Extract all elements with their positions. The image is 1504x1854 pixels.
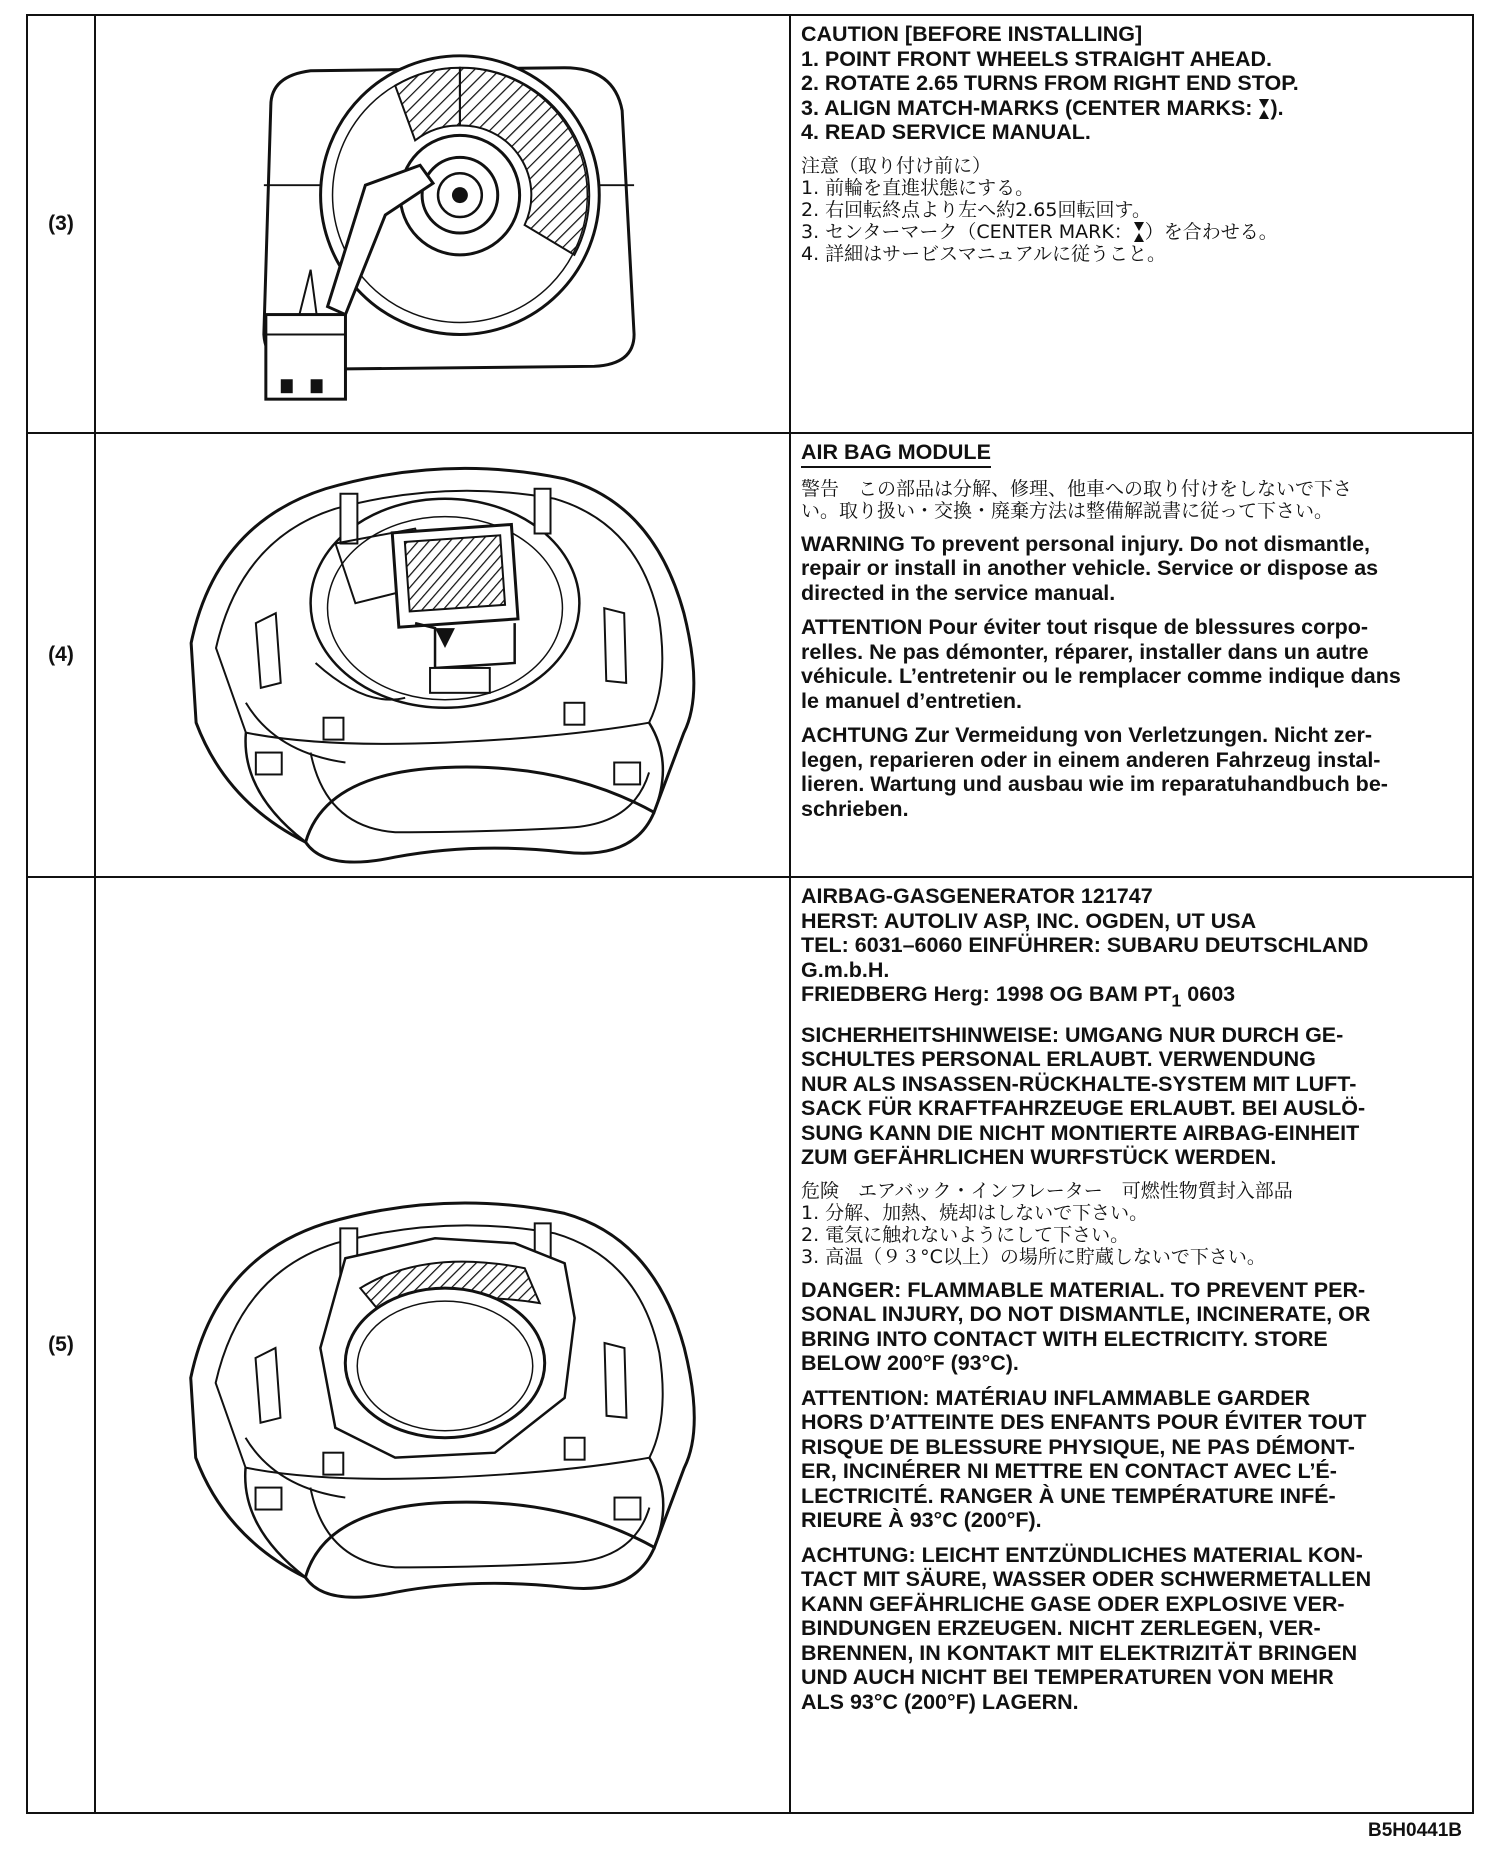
module-title-block <box>801 440 1462 468</box>
de-danger-line: ALS 93°C (200°F) LAGERN. <box>801 1689 1079 1714</box>
de-warning-line: legen, reparieren oder in einem anderen Fahrzeug instal- <box>801 747 1381 772</box>
clock-spring-drawing <box>96 16 789 432</box>
jp-warning-line: 警告 この部品は分解、修理、他車への取り付けをしないで下さ <box>801 477 1353 500</box>
en-warning-line: repair or install in another vehicle. Service or dispose as <box>801 556 1379 580</box>
caution-jp-item: 2. 右回転終点より左へ約2.65回転回す。 <box>801 198 1151 221</box>
safety-line: ZUM GEFÄHRLICHEN WURFSTÜCK WERDEN. <box>801 1145 1277 1170</box>
caution-jp-item-text: 3. センターマーク（CENTER MARK： <box>801 220 1133 243</box>
jp-danger-line: 2. 電気に触れないようにして下さい。 <box>801 1223 1130 1246</box>
inflator-header-line: TEL: 6031–6060 EINFÜHRER: SUBARU DEUTSCHLAND <box>801 933 1369 957</box>
de-danger-line: TACT MIT SÄURE, WASSER ODER SCHWERMETALLEN <box>801 1567 1372 1592</box>
caution-jp-title: 注意（取り付け前に） <box>801 154 992 177</box>
jp-danger <box>801 1180 1462 1268</box>
inflator-drawing <box>96 878 789 1812</box>
de-danger-line: BRENNEN, IN KONTAKT MIT ELEKTRIZITÄT BRINGEN <box>801 1640 1358 1665</box>
en-danger <box>801 1278 1462 1376</box>
caution-item-text: 3. ALIGN MATCH-MARKS (CENTER MARKS: <box>801 95 1259 120</box>
row-label: (4) <box>28 434 96 876</box>
inflator-header-line <box>801 982 1462 1013</box>
fr-danger-line: ER, INCINÉRER NI METTRE EN CONTACT AVEC L’É- <box>801 1459 1337 1484</box>
safety-line: SUNG KANN DIE NICHT MONTIERTE AIRBAG-EINHEIT <box>801 1120 1360 1145</box>
caution-item: 4. READ SERVICE MANUAL. <box>801 120 1091 144</box>
center-mark-icon <box>1133 221 1145 243</box>
row-4-text <box>791 434 1472 876</box>
row-5 <box>28 878 1472 1812</box>
figure-code: B5H0441B <box>1368 1820 1462 1841</box>
de-warning <box>801 723 1462 821</box>
fr-warning-line: véhicule. L’entretenir ou le remplacer comme indique dans <box>801 664 1401 688</box>
jp-warning <box>801 478 1462 522</box>
fr-warning-line: relles. Ne pas démonter, réparer, installer dans un autre <box>801 639 1369 664</box>
safety-line: SCHULTES PERSONAL ERLAUBT. VERWENDUNG <box>801 1047 1316 1072</box>
en-danger-line: DANGER: FLAMMABLE MATERIAL. TO PREVENT PER- <box>801 1277 1366 1302</box>
fr-warning-line: ATTENTION Pour éviter tout risque de blessures corpo- <box>801 615 1369 639</box>
row-3 <box>28 16 1472 434</box>
row-4 <box>28 434 1472 878</box>
airbag-module-drawing <box>96 434 789 876</box>
jp-warning-line: い。取り扱い・交換・廃棄方法は整備解説書に従って下さい。 <box>801 499 1334 522</box>
caution-jp-block <box>801 155 1462 266</box>
jp-danger-line: 1. 分解、加熱、焼却はしないで下さい。 <box>801 1201 1149 1224</box>
inflator-header-line: HERST: AUTOLIV ASP, INC. OGDEN, UT USA <box>801 908 1257 933</box>
inflator-header-line: G.m.b.H. <box>801 957 890 982</box>
row-3-text <box>791 16 1472 432</box>
fr-warning-line: le manuel d’entretien. <box>801 688 1023 713</box>
caution-jp-item <box>801 221 1462 244</box>
caution-item-end: ). <box>1270 95 1284 120</box>
en-warning-line: WARNING To prevent personal injury. Do not dismantle, <box>801 531 1371 556</box>
inflator-header-line: AIRBAG-GASGENERATOR 121747 <box>801 884 1153 908</box>
fr-danger <box>801 1386 1462 1533</box>
de-danger <box>801 1543 1462 1715</box>
caution-item: 2. ROTATE 2.65 TURNS FROM RIGHT END STOP. <box>801 71 1299 95</box>
jp-danger-line: 3. 高温（９３°C以上）の場所に貯蔵しないで下さい。 <box>801 1245 1266 1268</box>
en-warning <box>801 532 1462 606</box>
caution-item <box>801 96 1462 121</box>
inflator-header-sub: 1 <box>1171 990 1182 1011</box>
en-danger-line: SONAL INJURY, DO NOT DISMANTLE, INCINERATE, OR <box>801 1302 1371 1327</box>
caution-jp-item: 1. 前輪を直進状態にする。 <box>801 176 1035 199</box>
inflator-header-text: FRIEDBERG Herg: 1998 OG BAM PT <box>801 982 1172 1006</box>
de-danger-line: BINDUNGEN ERZEUGEN. NICHT ZERLEGEN, VER- <box>801 1616 1321 1641</box>
caution-jp-item-end: ）を合わせる。 <box>1144 220 1278 243</box>
caution-block <box>801 22 1462 145</box>
inflator-header-end: 0603 <box>1181 982 1236 1006</box>
row-5-text <box>791 878 1472 1812</box>
de-danger-line: KANN GEFÄHRLICHE GASE ODER EXPLOSIVE VER- <box>801 1591 1345 1616</box>
safety-line: NUR ALS INSASSEN-RÜCKHALTE-SYSTEM MIT LUFT- <box>801 1071 1357 1096</box>
safety-line: SICHERHEITSHINWEISE: UMGANG NUR DURCH GE- <box>801 1022 1344 1047</box>
row-label: (5) <box>28 878 96 1812</box>
module-title: AIR BAG MODULE <box>801 440 991 468</box>
fr-warning <box>801 615 1462 713</box>
caution-jp-item: 4. 詳細はサービスマニュアルに従うこと。 <box>801 243 1167 265</box>
en-danger-line: BRING INTO CONTACT WITH ELECTRICITY. STORE <box>801 1326 1328 1351</box>
fr-danger-line: LECTRICITÉ. RANGER À UNE TEMPÉRATURE INFÉ- <box>801 1483 1336 1508</box>
row-label: (3) <box>28 16 96 432</box>
label-table <box>26 14 1474 1814</box>
de-warning-line: lieren. Wartung und ausbau wie im reparatuhandbuch be- <box>801 772 1388 796</box>
inflator-header <box>801 884 1462 1013</box>
en-danger-line: BELOW 200°F (93°C). <box>801 1351 1019 1376</box>
clock-spring-illustration <box>96 16 791 432</box>
fr-danger-line: ATTENTION: MATÉRIAU INFLAMMABLE GARDER <box>801 1385 1311 1410</box>
de-danger-line: UND AUCH NICHT BEI TEMPERATUREN VON MEHR <box>801 1665 1334 1690</box>
center-mark-icon <box>1258 98 1270 120</box>
jp-danger-line: 危険 エアバック・インフレーター 可燃性物質封入部品 <box>801 1179 1293 1202</box>
fr-danger-line: RISQUE DE BLESSURE PHYSIQUE, NE PAS DÉMONT- <box>801 1434 1355 1459</box>
de-warning-line: ACHTUNG Zur Vermeidung von Verletzungen. Nicht zer- <box>801 723 1373 747</box>
safety-notice <box>801 1023 1462 1170</box>
airbag-module-illustration <box>96 434 791 876</box>
inflator-illustration <box>96 878 791 1812</box>
caution-item: 1. POINT FRONT WHEELS STRAIGHT AHEAD. <box>801 46 1273 71</box>
fr-danger-line: RIEURE À 93°C (200°F). <box>801 1508 1042 1533</box>
fr-danger-line: HORS D’ATTEINTE DES ENFANTS POUR ÉVITER TOUT <box>801 1410 1367 1435</box>
de-warning-line: schrieben. <box>801 796 909 821</box>
de-danger-line: ACHTUNG: LEICHT ENTZÜNDLICHES MATERIAL KON- <box>801 1542 1363 1567</box>
en-warning-line: directed in the service manual. <box>801 580 1116 605</box>
safety-line: SACK FÜR KRAFTFAHRZEUGE ERLAUBT. BEI AUSLÖ- <box>801 1096 1366 1121</box>
caution-title: CAUTION [BEFORE INSTALLING] <box>801 22 1143 46</box>
